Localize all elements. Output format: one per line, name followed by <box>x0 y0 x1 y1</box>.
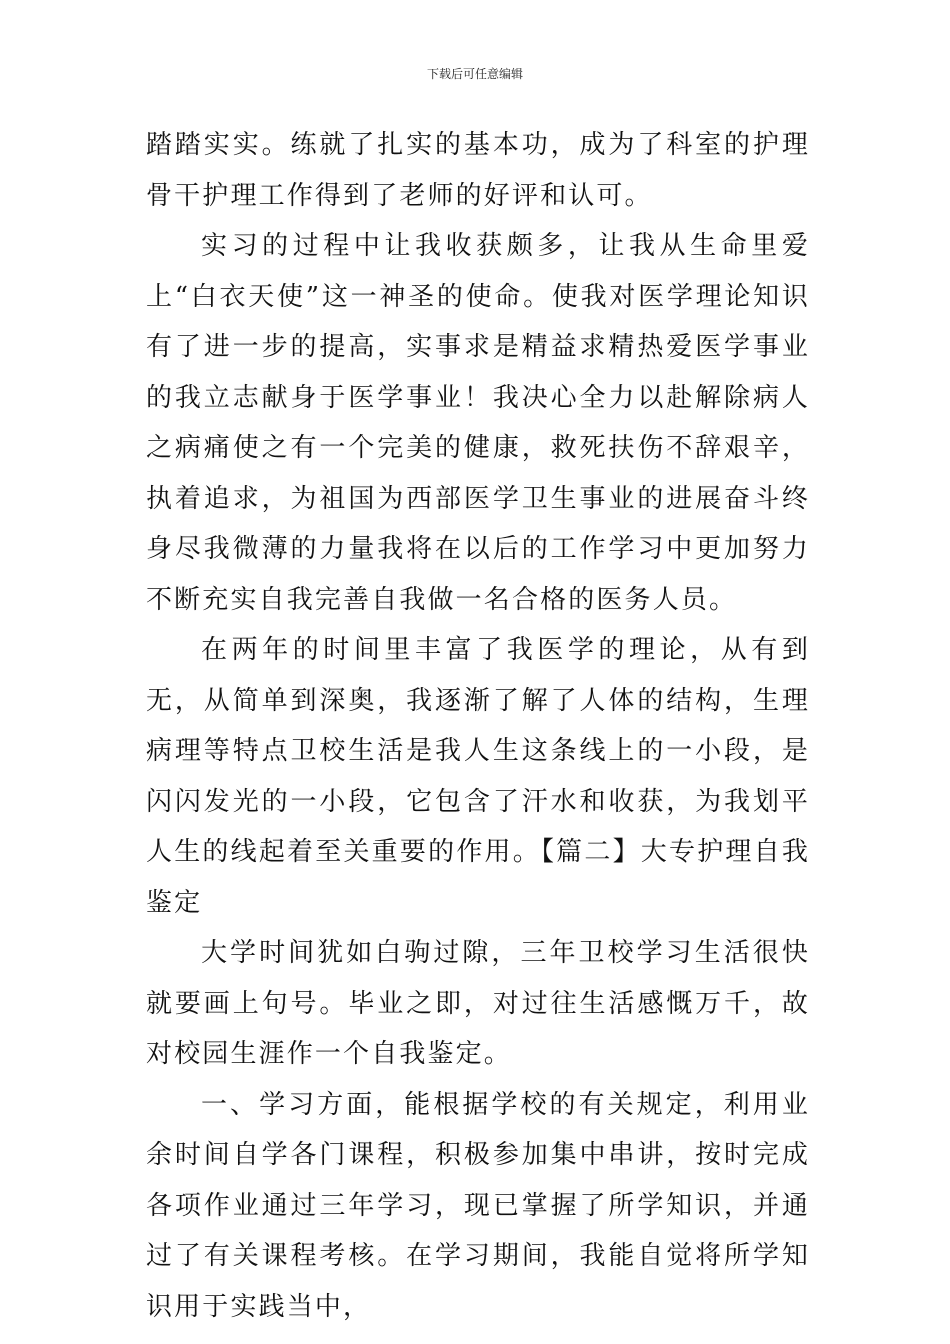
paragraph: 在两年的时间里丰富了我医学的理论，从有到无，从简单到深奥，我逐渐了解了人体的结构，生理病理等特点卫校生活是我人生这条线上的一小段，是闪闪发光的一小段，它包含了汗水和收获，为我划平人生的线起着至关重要的作用。【篇二】大专护理自我鉴定 <box>146 635 810 918</box>
paragraph: 踏踏实实。练就了扎实的基本功，成为了科室的护理骨干护理工作得到了老师的好评和认可。 <box>146 130 810 211</box>
paragraph: 实习的过程中让我收获颇多，让我从生命里爱上“白衣天使”这一神圣的使命。使我对医学理论知识有了进一步的提高，实事求是精益求精热爱医学事业的我立志献身于医学事业！我决心全力以赴解除病人之病痛使之有一个完美的健康，救死扶伤不辞艰辛，执着追求，为祖国为西部医学卫生事业的进展奋斗终身尽我微薄的力量我将在以后的工作学习中更加努力不断充实自我完善自我做一名合格的医务人员。 <box>146 231 810 615</box>
paragraph: 大学时间犹如白驹过隙，三年卫校学习生活很快就要画上句号。毕业之即，对过往生活感慨万千，故对校园生涯作一个自我鉴定。 <box>146 938 810 1069</box>
page-header: 下载后可任意编辑 <box>426 67 523 81</box>
paragraph: 一、学习方面，能根据学校的有关规定，利用业余时间自学各门课程，积极参加集中串讲，按时完成各项作业通过三年学习，现已掌握了所学知识，并通过了有关课程考核。在学习期间，我能自觉将所学知识用于实践当中， <box>146 1089 810 1322</box>
document-body <box>146 120 810 1332</box>
